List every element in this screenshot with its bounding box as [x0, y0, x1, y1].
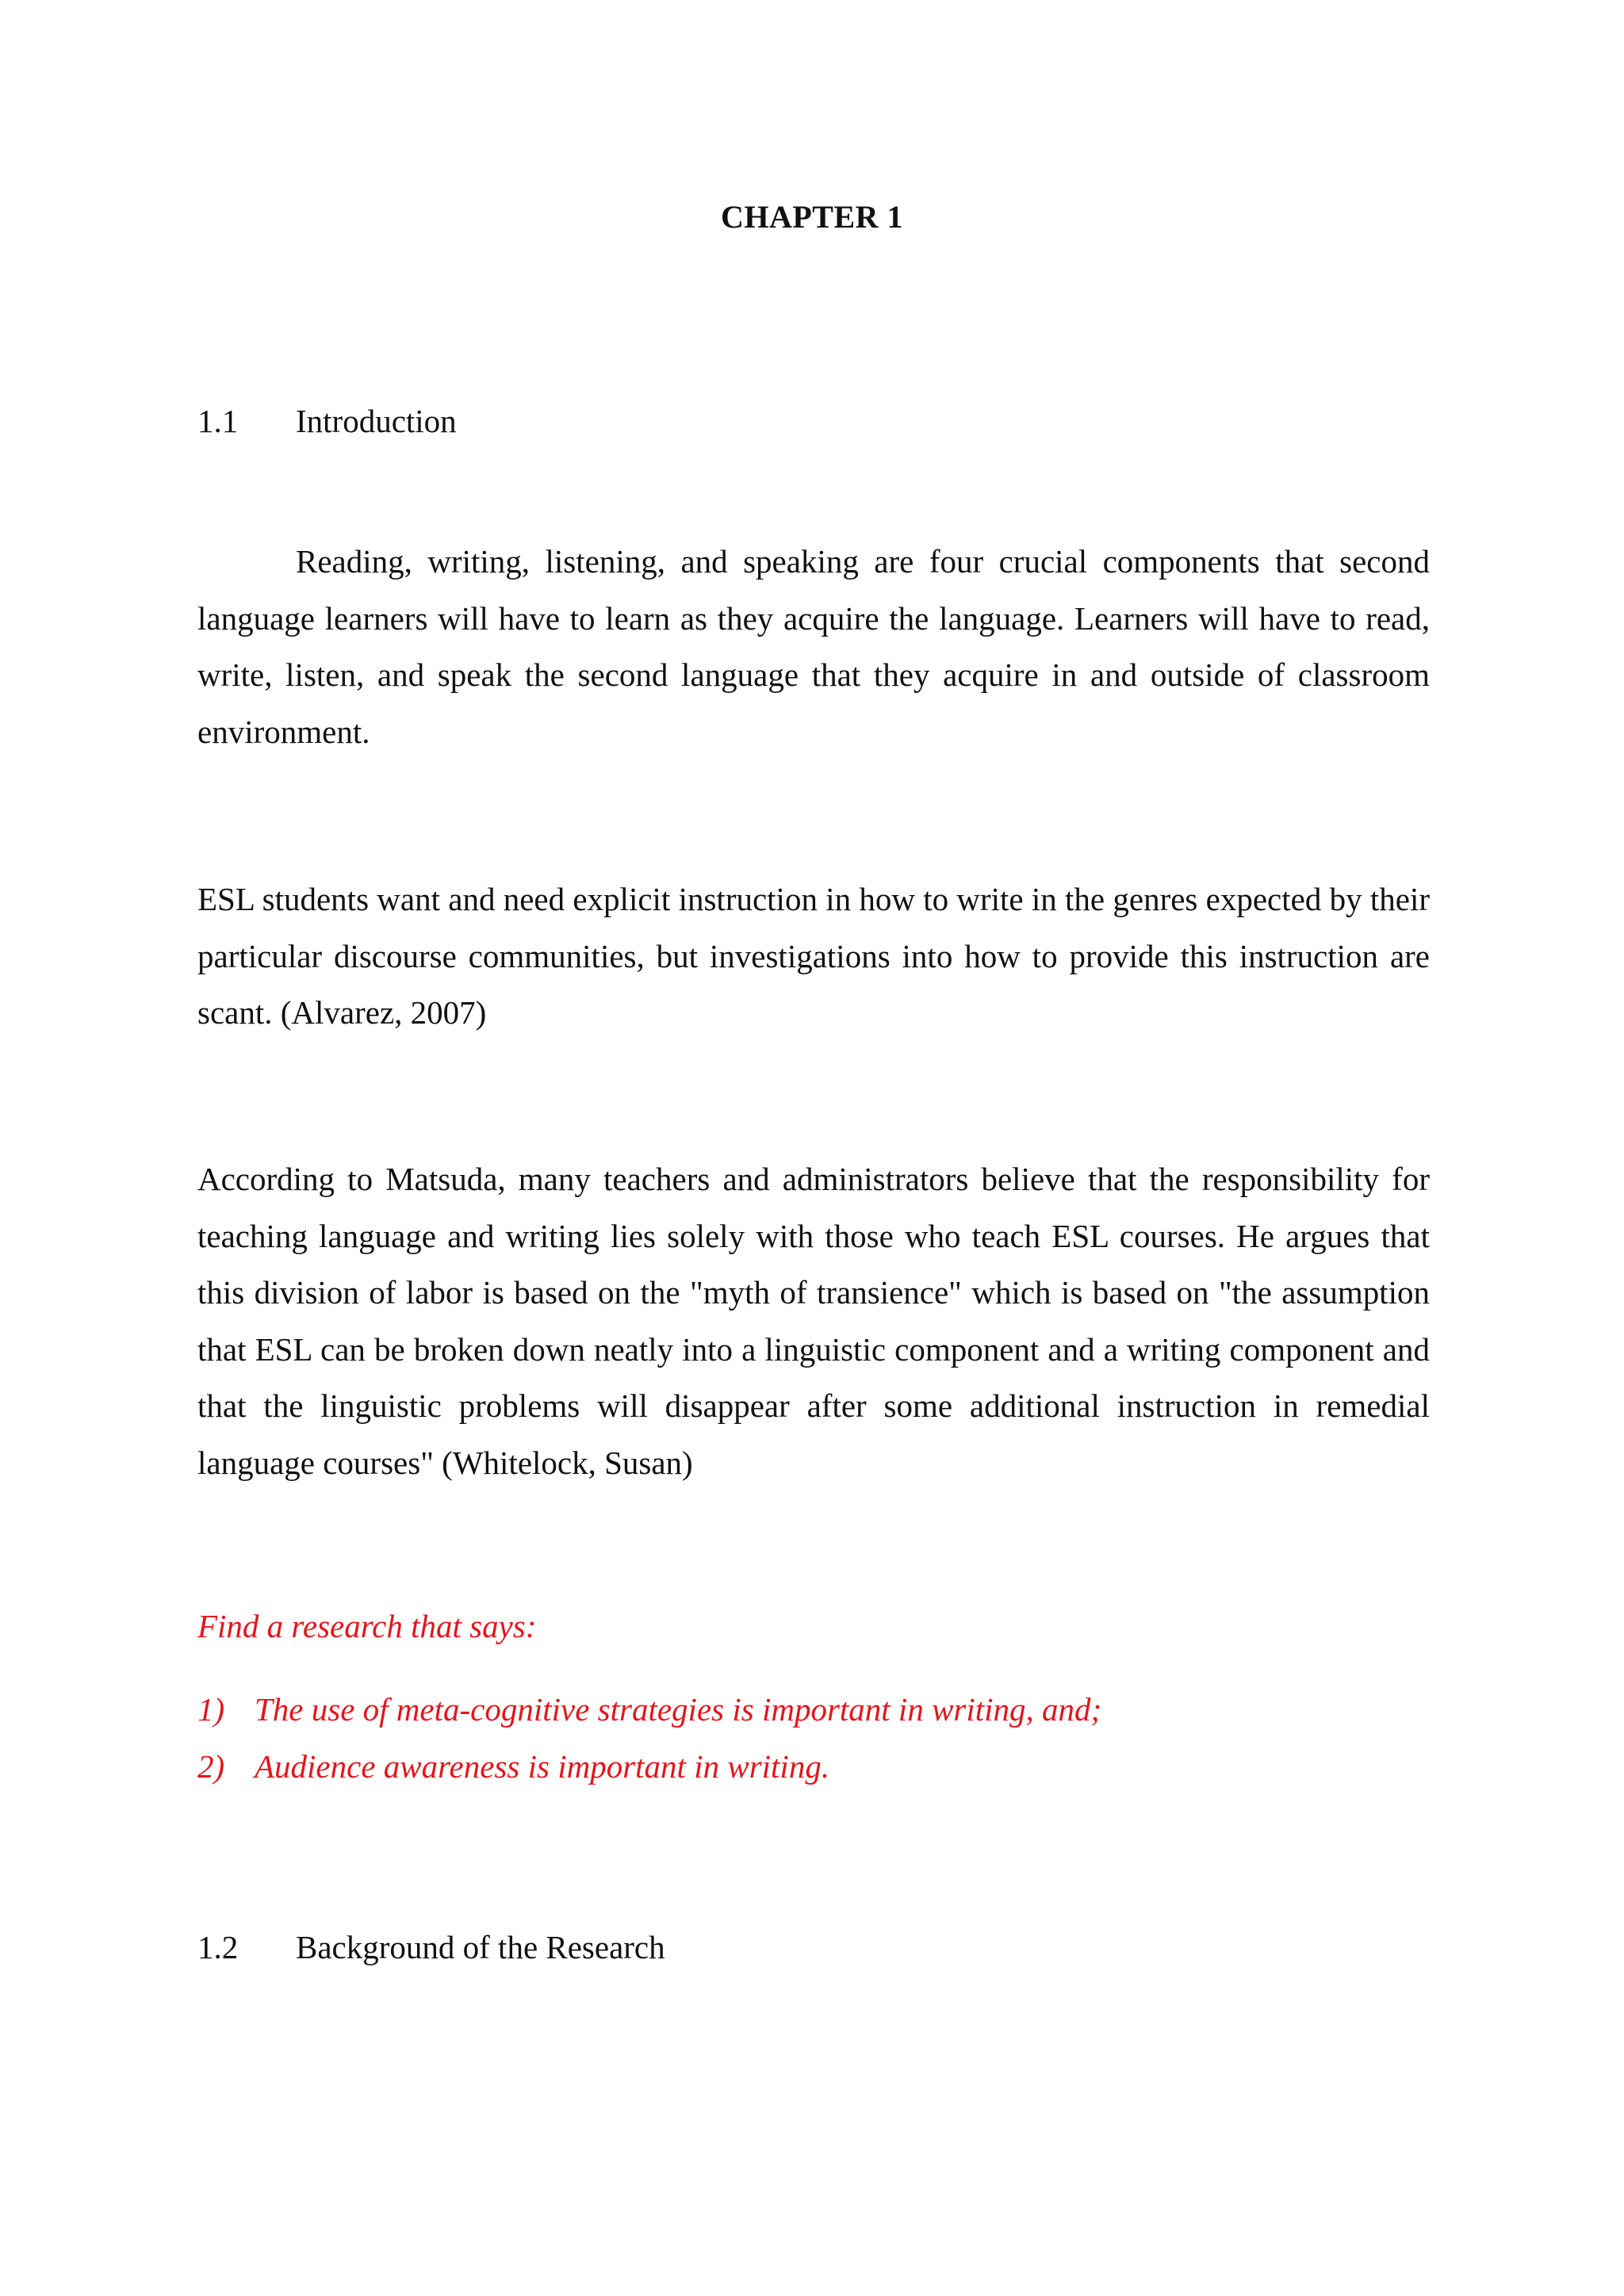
- section-heading-introduction: [197, 400, 457, 442]
- list-item-text: Audience awareness is important in writing.: [255, 1748, 830, 1785]
- paragraph-esl-students: ESL students want and need explicit instruction in how to write in the genres expected by their particular discourse communities, but investigations into how to provide this instruction are scant. (Alvarez, 2007): [197, 881, 1430, 1031]
- section-number: 1.1: [197, 403, 239, 439]
- list-item-text: The use of meta-cognitive strategies is important in writing, and;: [255, 1691, 1102, 1728]
- section-title: Background of the Research: [296, 1929, 665, 1965]
- list-marker: 1): [197, 1691, 225, 1728]
- list-marker: 2): [197, 1748, 225, 1785]
- paragraph-matsuda: According to Matsuda, many teachers and administrators believe that the responsibility for teaching language and writing lies solely with those who teach ESL courses. He argues that this division of labor is based on the "myth of transience" which is based on "the assumption that ESL can be broken down neatly into a linguistic component and a writing component and that the linguistic problems will disappear after some additional instruction in remedial language courses" (Whitelock, Susan): [197, 1161, 1430, 1481]
- section-title: Introduction: [296, 403, 457, 439]
- research-note-title: Find a research that says:: [197, 1608, 537, 1644]
- research-note-item: [197, 1689, 1101, 1746]
- section-heading-background: [197, 1927, 665, 1968]
- paragraph-intro: Reading, writing, listening, and speaking are four crucial components that second language learners will have to learn as they acquire the language. Learners will have to read, write, listen, and speak the second language that they acquire in and outside of classroom environment.: [197, 543, 1430, 750]
- section-number: 1.2: [197, 1929, 239, 1965]
- chapter-title: CHAPTER 1: [720, 199, 904, 235]
- research-note-list: [197, 1689, 1101, 1803]
- research-note-item: [197, 1746, 1101, 1803]
